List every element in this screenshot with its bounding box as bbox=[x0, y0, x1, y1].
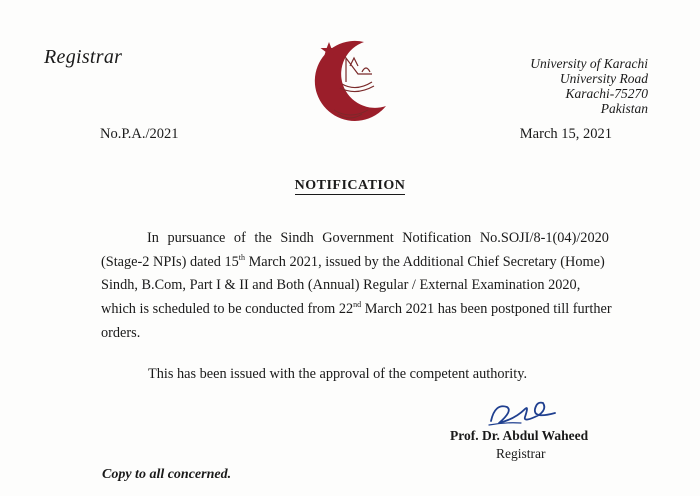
line-text-pre: (Stage-2 NPIs) dated 15 bbox=[101, 253, 239, 270]
office-title: Registrar bbox=[44, 46, 123, 68]
university-address bbox=[530, 56, 648, 116]
address-line: University Road bbox=[559, 71, 648, 86]
word: Notification bbox=[402, 230, 472, 246]
line-text: orders. bbox=[101, 324, 141, 341]
word: In bbox=[147, 230, 159, 246]
paragraph-line-5 bbox=[101, 322, 609, 346]
word: No.SOJI/8-1(04)/2020 bbox=[479, 230, 609, 246]
signatory-name: Prof. Dr. Abdul Waheed bbox=[450, 428, 589, 443]
notification-heading bbox=[0, 178, 700, 194]
superscript: th bbox=[238, 252, 246, 262]
paragraph-line-3 bbox=[101, 274, 609, 298]
word: the bbox=[254, 230, 272, 246]
address-line: Karachi-75270 bbox=[565, 86, 648, 101]
approval-statement: This has been issued with the approval of the competent authority. bbox=[148, 366, 528, 382]
word: of bbox=[233, 230, 246, 246]
paragraph-line-4 bbox=[101, 298, 612, 322]
signature-icon bbox=[485, 395, 565, 429]
word: Government bbox=[322, 230, 394, 246]
line-text bbox=[101, 298, 612, 322]
line-text-post: March 2021 has been postponed till further bbox=[361, 301, 612, 318]
notification-paragraph bbox=[101, 227, 612, 346]
signatory-title: Registrar bbox=[496, 446, 546, 461]
address-line: University of Karachi bbox=[530, 56, 648, 71]
paragraph-line-2 bbox=[101, 251, 609, 275]
letter-date: March 15, 2021 bbox=[519, 126, 612, 142]
paragraph-line-1 bbox=[101, 227, 609, 251]
line-text-post: March 2021, issued by the Additional Chief Secretary (Home) bbox=[245, 253, 605, 270]
word: pursuance bbox=[167, 230, 226, 246]
copy-to-note: Copy to all concerned. bbox=[102, 467, 232, 482]
university-logo-icon bbox=[312, 36, 388, 128]
line-text: Sindh, B.Com, Part I & II and Both (Annual) Regular / External Examination 2020, bbox=[101, 277, 581, 294]
reference-number: No.P.A./2021 bbox=[100, 126, 179, 142]
word: Sindh bbox=[280, 230, 314, 246]
line-text bbox=[101, 251, 605, 275]
address-line: Pakistan bbox=[600, 101, 648, 116]
line-text-pre: which is scheduled to be conducted from 22 bbox=[101, 301, 354, 318]
superscript: nd bbox=[353, 300, 362, 310]
notification-heading-text: NOTIFICATION bbox=[294, 178, 406, 193]
